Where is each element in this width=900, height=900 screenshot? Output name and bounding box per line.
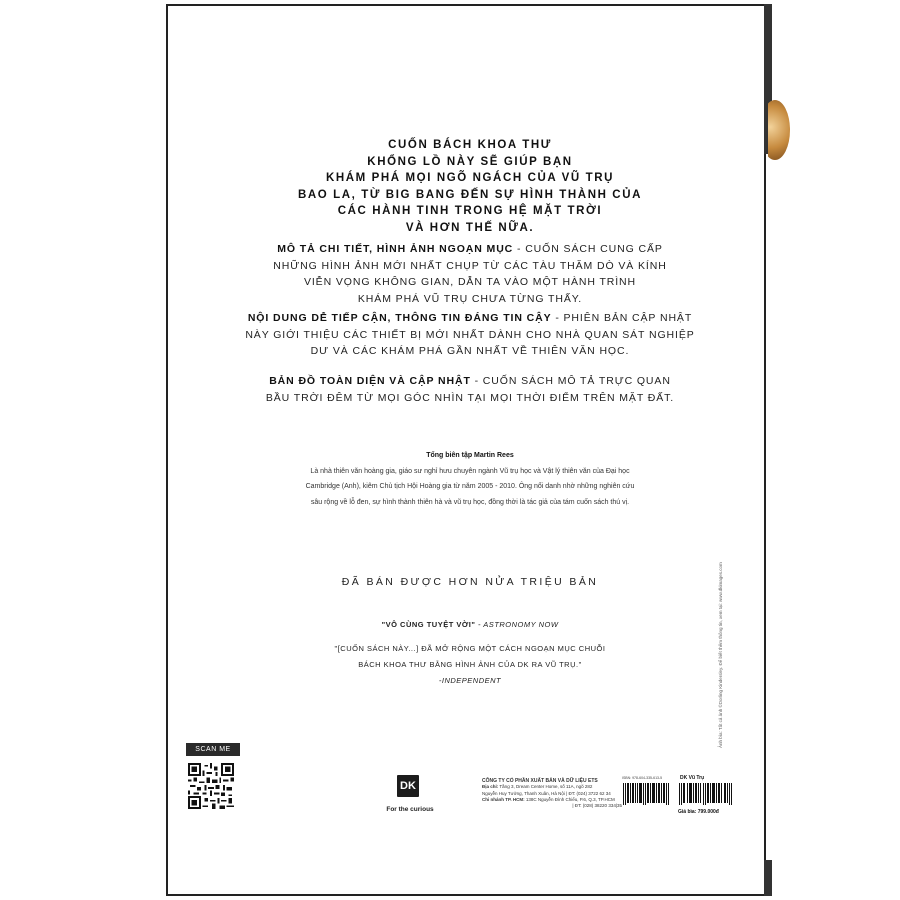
intro-line: KHỔNG LỒ NÀY SẼ GIÚP BẠN <box>367 155 573 168</box>
feature-paragraph <box>200 241 740 307</box>
publisher-name: CÔNG TY CỔ PHẦN XUẤT BẢN VÀ DỮ LIỆU ETS <box>482 778 598 784</box>
cover-price: Giá bìa: 799.000đ <box>678 809 719 815</box>
dk-tagline: For the curious <box>386 806 434 813</box>
quote-source: - ASTRONOMY NOW <box>475 620 559 629</box>
quote-text: "VÔ CÙNG TUYỆT VỜI" <box>381 620 476 629</box>
review-quote <box>200 641 740 689</box>
book-title-small: DK Vũ Trụ <box>680 775 705 781</box>
publisher-info <box>482 778 622 809</box>
isbn-label: ISBN: 978-604-335-613-5 <box>622 776 663 780</box>
editor-bio-line: sâu rộng về lỗ đen, sự hình thành thiên hà và vũ trụ học, đồng thời là tác giả của tám cuốn sách thú vị. <box>310 498 630 506</box>
phone-text: | ĐT: (028) 38220 334|35 <box>572 803 622 809</box>
branch-label: Chi nhánh TP. HCM: <box>482 796 525 802</box>
feature-paragraph <box>200 373 740 406</box>
editor-bio <box>180 448 760 510</box>
isbn-block <box>622 776 740 822</box>
quote-text: "[CUỐN SÁCH NÀY...] ĐÃ MỞ RỘNG MỘT CÁCH NGOẠN MỤC CHUỖI <box>334 644 606 653</box>
qr-code[interactable] <box>188 763 234 809</box>
feature-text: - CUỐN SÁCH CUNG CẤP <box>513 243 663 255</box>
feature-text: KHÁM PHÁ VŨ TRỤ CHƯA TỪNG THẤY. <box>357 292 583 305</box>
intro-line: KHÁM PHÁ MỌI NGÕ NGÁCH CỦA VŨ TRỤ <box>325 172 615 184</box>
feature-paragraph <box>200 310 740 360</box>
feature-text: BẦU TRỜI ĐÊM TỪ MỌI GÓC NHÌN TẠI MỌI THỜI ĐIỂM TRÊN MẶT ĐẤT. <box>265 391 675 404</box>
spine-edge-bottom <box>764 860 772 896</box>
feature-heading: NỘI DUNG DỄ TIẾP CẬN, THÔNG TIN ĐÁNG TIN CẬY <box>247 312 552 324</box>
intro-line: CÁC HÀNH TINH TRONG HỆ MẶT TRỜI <box>337 205 603 217</box>
feature-text: NHỮNG HÌNH ẢNH MỚI NHẤT CHỤP TỪ CÁC TÀU THĂM DÒ VÀ KÍNH <box>273 259 667 272</box>
feature-heading: MÔ TẢ CHI TIẾT, HÌNH ẢNH NGOẠN MỤC <box>277 243 514 255</box>
image-credit <box>712 562 736 750</box>
intro-line: BAO LA, TỪ BIG BANG ĐẾN SỰ HÌNH THÀNH CỦA <box>297 188 643 201</box>
feature-text: - PHIÊN BẢN CẬP NHẬT <box>551 312 693 324</box>
scan-me-label: SCAN ME <box>186 743 240 756</box>
editor-bio-line: Là nhà thiên văn hoàng gia, giáo sư nghỉ hưu chuyên ngành Vũ trụ học và Vật lý thiên văn của Đại học <box>310 467 630 475</box>
dk-logo: DK <box>397 775 419 797</box>
quote-source: -INDEPENDENT <box>438 676 502 685</box>
price-barcode <box>678 783 734 807</box>
address-text: Nguyễn Huy Tưởng, Thanh Xuân, Hà Nội | ĐT: (024) 3722 62 34 <box>482 790 611 796</box>
intro-blurb <box>200 137 740 236</box>
intro-line: CUỐN BÁCH KHOA THƯ <box>388 139 552 151</box>
image-credit-text: Ảnh bìa: Tất cả ảnh ©Dorling Kindersley. Để biết thêm thông tin, xem tại: www.dkimages.com <box>718 562 723 748</box>
review-quote <box>200 620 740 629</box>
feature-heading: BẢN ĐỒ TOÀN DIỆN VÀ CẬP NHẬT <box>269 375 471 387</box>
quote-text: BÁCH KHOA THƯ BẰNG HÌNH ẢNH CỦA DK RA VŨ TRỤ." <box>358 660 582 669</box>
editor-name: Tổng biên tập Martin Rees <box>426 452 514 459</box>
editor-bio-line: Cambridge (Anh), kiêm Chủ tịch Hội Hoàng gia từ năm 2005 - 2010. Ông nổi danh nhờ những nghiên cứu <box>305 483 635 490</box>
intro-line: VÀ HƠN THẾ NỮA. <box>405 221 535 234</box>
branch-text: 138C Nguyễn Đình Chiểu, P.6, Q.3, TP.HCM <box>524 796 615 802</box>
isbn-barcode <box>622 783 670 807</box>
address-label: Địa chỉ: <box>482 784 499 790</box>
feature-text: DƯ VÀ CÁC KHÁM PHÁ GẦN NHẤT VỀ THIÊN VĂN HỌC. <box>310 345 630 357</box>
feature-text: VIỄN VỌNG KHÔNG GIAN, DẪN TA VÀO MỘT HÀNH TRÌNH <box>303 276 637 288</box>
sales-claim: ĐÃ BÁN ĐƯỢC HƠN NỬA TRIỆU BẢN <box>341 576 599 588</box>
feature-text: NÀY GIỚI THIỆU CÁC THIẾT BỊ MỚI NHẤT DÀNH CHO NHÀ QUAN SÁT NGHIỆP <box>245 328 695 341</box>
address-text: Tầng 3, Dream Center Home, số 11A, ngõ 282 <box>498 784 593 790</box>
feature-text: - CUỐN SÁCH MÔ TẢ TRỰC QUAN <box>470 375 671 387</box>
